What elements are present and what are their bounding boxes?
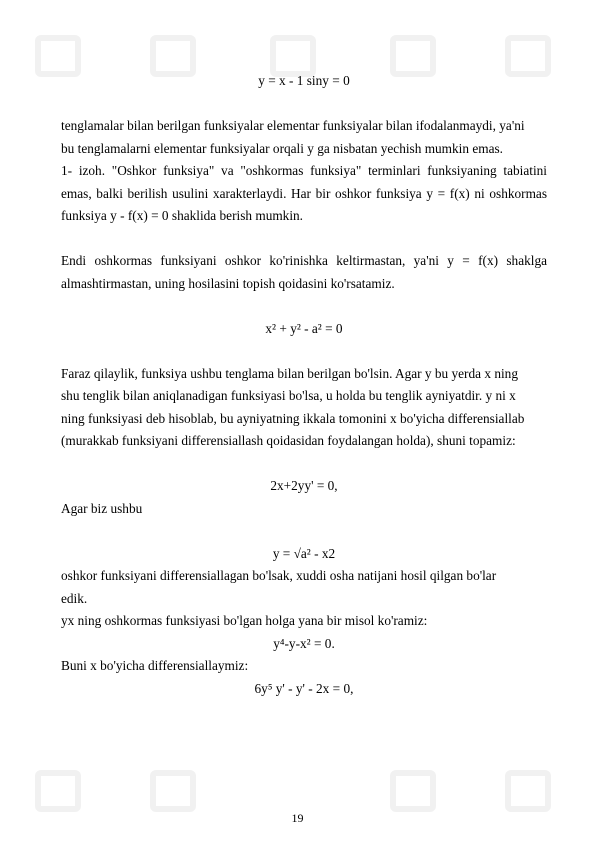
equation-2: x² + y² - a² = 0 (265, 320, 343, 336)
equation-5: y⁴-y-x² = 0. (273, 635, 335, 651)
paragraph-8: Buni x bo'yicha differensiallaymiz: (61, 658, 249, 673)
paragraph-5: Agar biz ushbu (61, 500, 143, 516)
equation-6: 6y⁵ y' - y' - 2x = 0, (254, 680, 354, 696)
paragraph-1-line-2: bu tenglamalarni elementar funksiyalar orqali y ga nisbatan yechish mumkin emas. (61, 140, 503, 156)
paragraph-3: Endi oshkormas funksiyani oshkor ko'rinishka keltirmastan, ya'ni y = f(x) shaklga almashtirmastan, uning hosilasini topish qoidasini ko'rsatamiz. (61, 253, 547, 291)
paragraph-4-line-4: (murakkab funksiyani differensiallash qoidasidan foydalangan holda), shuni topamiz: (61, 433, 516, 448)
paragraph-note-1: 1- izoh. "Oshkor funksiya" va "oshkormas funksiya" terminlari funksiyaning tabiatini emas, balki berilish usulini xarakterlaydi. Har bir oshkor funksiya y = f(x) ni oshkormas funksiya y - f(x) = 0 shaklida berish mumkin. (61, 163, 547, 223)
paragraph-4-line-2: shu tenglik bilan aniqlanadigan funksiyasi bo'lsa, u holda bu tenglik ayniyatdir. y ni x (61, 388, 516, 403)
equation-1: y = x - 1 siny = 0 (258, 73, 350, 88)
equation-4: y = √a² - x2 (272, 545, 336, 561)
page-number: 19 (291, 811, 304, 825)
paragraph-4-line-3: ning funksiyasi deb hisoblab, bu ayniyatning ikkala tomonini x bo'yicha differensiallab (61, 410, 525, 426)
equation-3: 2x+2yy' = 0, (270, 478, 338, 493)
paragraph-6-line-1: oshkor funksiyani differensiallagan bo'lsak, xuddi osha natijani hosil qilgan bo'lar (61, 568, 497, 583)
paragraph-7: yx ning oshkormas funksiyasi bo'lgan holga yana bir misol ko'ramiz: (61, 613, 428, 628)
document-body (61, 70, 547, 700)
paragraph-6-line-2: edik. (61, 590, 88, 606)
paragraph-1-line-1: tenglamalar bilan berilgan funksiyalar elementar funksiyalar bilan ifodalanmaydi, ya'ni (61, 118, 525, 133)
paragraph-4-line-1: Faraz qilaylik, funksiya ushbu tenglama bilan berilgan bo'lsin. Agar y bu yerda x ning (61, 365, 518, 381)
